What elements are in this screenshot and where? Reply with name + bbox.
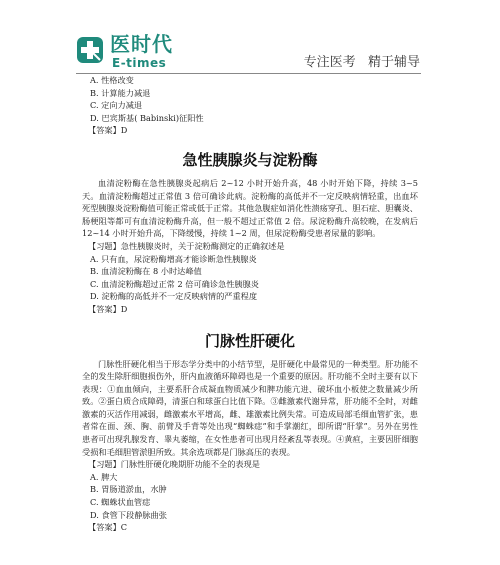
option-b: B. 血清淀粉酶在 8 小时达峰值 [90,266,202,277]
option-c: C. 蜘蛛状血管痣 [90,497,151,508]
section-paragraph-pancreatitis: 血清淀粉酶在急性胰腺炎起病后 2~12 小时开始升高，48 小时开始下降，持续 3~5 天。血清淀粉酶超过正常值 3 倍可确诊此病。淀粉酶的高低并不一定反映病情轻重，出血坏死型胰腺炎淀粉酶值可能正常或低于正常。其他急腹症如消化性溃疡穿孔、胆石症、胆囊炎、肠梗阻等都可有血清淀粉酶升高，但一般不超过正常值 2 倍。尿淀粉酶升高较晚，在发病后 12~14 小时开始升高，下降缓慢，持续 1~2 周，但尿淀粉酶受患者尿量的影响。 [82,177,418,239]
document-body [82,74,418,534]
answer: 【答案】C [88,522,128,533]
logo-chinese-name: 医时代 [110,32,173,56]
option-c: C. 血清淀粉酶超过正常 2 倍可确诊急性胰腺炎 [90,278,259,289]
section-paragraph-cirrhosis: 门脉性肝硬化相当于形态学分类中的小结节型，是肝硬化中最常见的一种类型。肝功能不全的发生除肝细胞损伤外，肝内血液循环障碍也是一个重要的原因。肝功能不全时主要有以下表现：①血血倾向，主要系肝合成凝血物质减少和脾功能亢进、破坏血小板使之数量减少所致。②蛋白质合成障碍，清蛋白和球蛋白比值下降。③雌激素代谢异常，肝功能不全时，对雌激素的灭活作用减弱，雌激素水平增高，雌、雄激素比例失常。可造成局部毛细血管扩张，患者常在面、颈、胸、前臂及手背等处出现“蜘蛛痣”和手掌潮红，即所谓“肝掌”。另外在男性患者可出现乳腺发育、睾丸萎缩，在女性患者可出现月经紊乱等表现。④黄疸，主要因肝细胞受损和毛细胆管淤胆所致。其余选项都是门脉高压的表现。 [82,358,418,457]
option-d: D. 淀粉酶的高低并不一定反映病情的严重程度 [90,291,258,302]
option-a: A. 性格改变 [90,75,134,85]
option-a: A. 脾大 [90,471,118,482]
option-d: D. 巴宾斯基( Babinski)征阳性 [90,112,204,123]
answer: 【答案】D [88,125,128,136]
question-block-1 [82,74,418,137]
exercise-question: 【习题】门脉性肝硬化晚期肝功能不全的表现是 [88,459,260,470]
option-d: D. 食管下段静脉曲张 [90,509,167,520]
option-b: B. 胃肠道淤血，水肿 [90,484,167,495]
answer: 【答案】D [88,303,128,314]
option-b: B. 计算能力减退 [90,87,151,98]
section-heading-cirrhosis: 门脉性肝硬化 [204,331,295,350]
exercise-question: 【习题】急性胰腺炎时，关于淀粉酶测定的正确叙述是 [88,240,285,251]
option-c: C. 定向力减退 [90,100,143,111]
logo-english-name: E-times [112,56,167,70]
option-a: A. 只有血，尿淀粉酶增高才能诊断急性胰腺炎 [90,253,257,264]
section-heading-pancreatitis: 急性胰腺炎与淀粉酶 [182,150,318,169]
header-slogan: 专注医考 精于辅导 [303,55,420,70]
page-header [0,0,500,72]
medical-cross-logo-icon [76,36,104,64]
